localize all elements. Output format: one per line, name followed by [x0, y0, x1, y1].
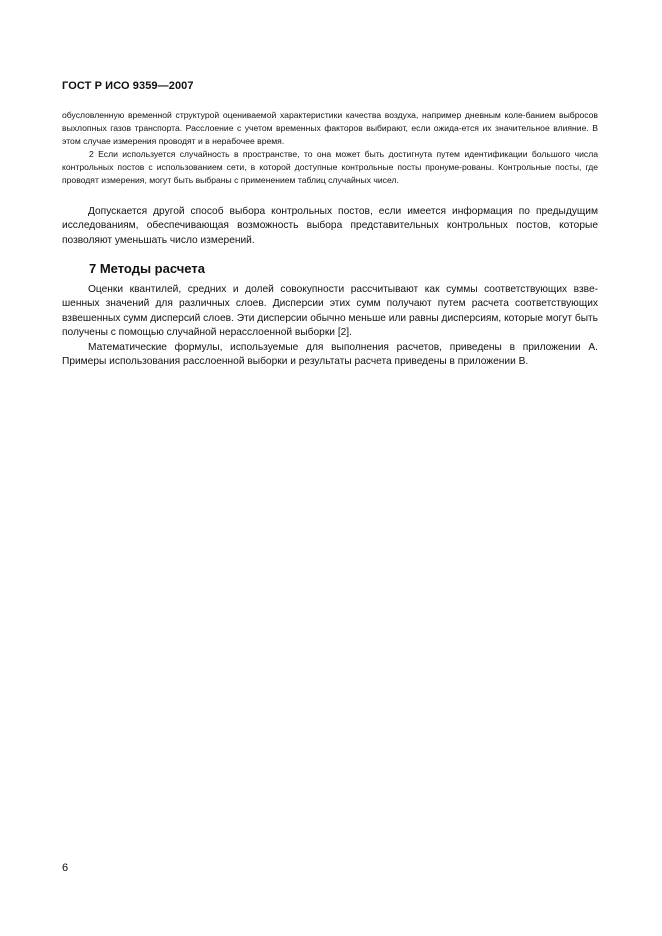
alt-method-paragraph: Допускается другой способ выбора контрольных постов, если имеется информация по предыдущим исследованиям, обеспечивающая возможность выбора представительных контрольных постов, которые позволяют уменьшать число измерений.: [62, 206, 598, 246]
alt-method-paragraph-block: [62, 205, 598, 248]
note-1-continuation: обусловленную временной структурой оцениваемой характеристики качества воздуха, например дневным коле-банием выбросов выхлопных газов транспорта. Расслоение с учетом временных факторов выбирают, если ожида-ется их значительное влияние. В этом случае измерения проводят и в нерабочее время.: [62, 110, 598, 146]
page-number: 6: [62, 862, 69, 874]
section-7-paragraph-1: Оценки квантилей, средних и долей совокупности рассчитывают как суммы соответствующих взве-шенных значений для различных слоев. Дисперсии этих сумм получают путем расчета соответствующих взвешенных сумм дисперсий слоев. Эти дисперсии обычно меньше или равны дисперсиям, которые могут быть получены с помощью случайной нерасслоенной выборки [2].: [62, 284, 598, 339]
notes-block: [62, 109, 598, 187]
section-7-title: 7 Методы расчета: [89, 261, 205, 276]
note-2: 2 Если используется случайность в пространстве, то она может быть достигнута путем идентификации большого числа контрольных постов с использованием сети, в которой доступные контрольные посты пронуме-рованы. Контрольные посты, где проводят измерения, могут быть выбраны с применением таблиц случайных чисел.: [62, 149, 598, 185]
section-7-paragraph-2: Математические формулы, используемые для выполнения расчетов, приведены в приложении А. Примеры использования расслоенной выборки и результаты расчета приведены в приложении В.: [62, 341, 598, 368]
document-code-header: ГОСТ Р ИСО 9359—2007: [62, 80, 194, 92]
section-7-body: [62, 283, 598, 369]
